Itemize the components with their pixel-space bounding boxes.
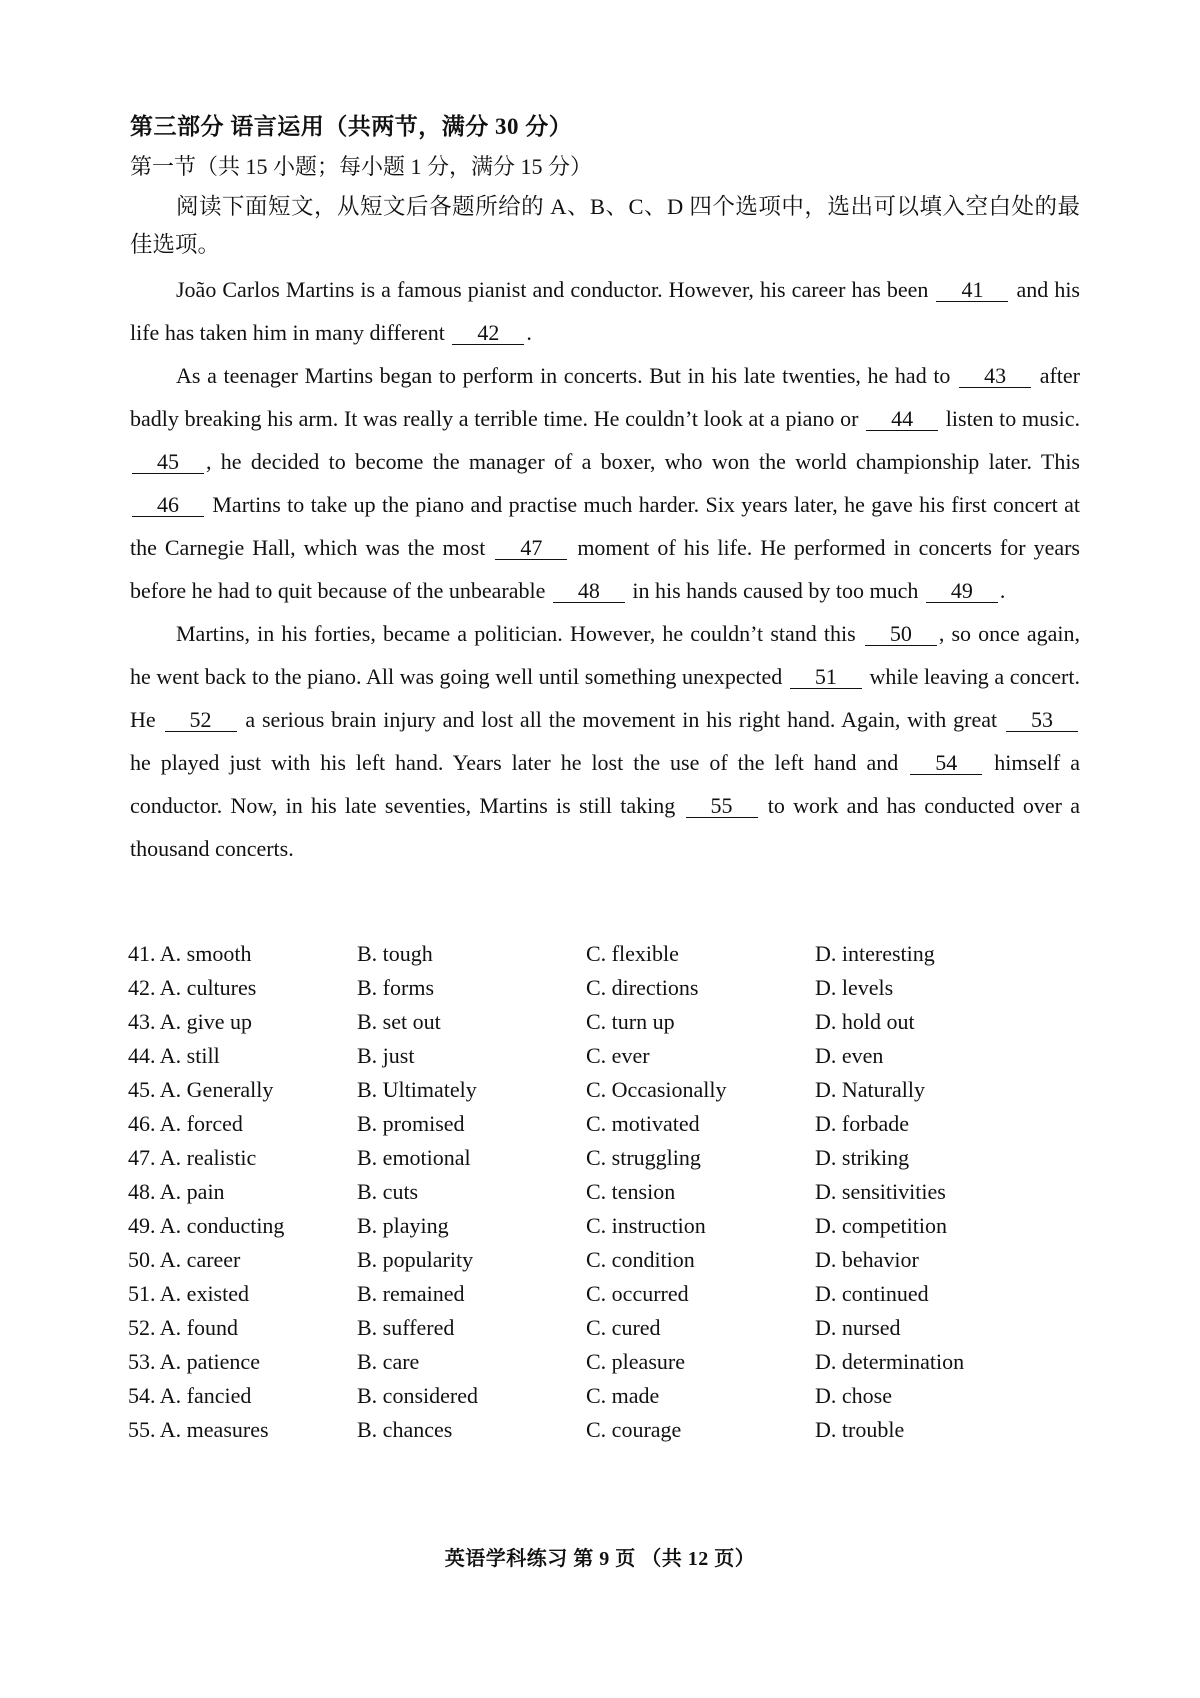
option-b: B. emotional <box>357 1145 471 1170</box>
blank-54: 54 <box>910 752 982 775</box>
cloze-passage <box>130 268 1080 870</box>
option-c: C. occurred <box>586 1281 689 1306</box>
option-row <box>128 937 1088 971</box>
blank-53: 53 <box>1006 709 1078 732</box>
option-c: C. directions <box>586 975 699 1000</box>
option-d: D. Naturally <box>815 1077 925 1102</box>
passage-text: . <box>526 320 532 345</box>
option-d: D. nursed <box>815 1315 901 1340</box>
option-row <box>128 1073 1088 1107</box>
option-a: 51. A. existed <box>128 1281 249 1306</box>
option-row <box>128 1175 1088 1209</box>
option-row <box>128 1311 1088 1345</box>
option-d: D. even <box>815 1043 884 1068</box>
passage-text: Martins, in his forties, became a politician. However, he couldn’t stand this <box>176 621 863 646</box>
passage-text: listen to music. <box>940 406 1080 431</box>
option-a: 50. A. career <box>128 1247 241 1272</box>
option-a: 41. A. smooth <box>128 941 252 966</box>
option-d: D. striking <box>815 1145 910 1170</box>
option-b: B. Ultimately <box>357 1077 477 1102</box>
option-row <box>128 1039 1088 1073</box>
option-c: C. tension <box>586 1179 676 1204</box>
part-title: 第三部分 语言运用（共两节，满分 30 分） <box>130 114 573 139</box>
passage-text: in his hands caused by too much <box>626 578 924 603</box>
option-c: C. motivated <box>586 1111 700 1136</box>
option-d: D. levels <box>815 975 894 1000</box>
option-b: B. considered <box>357 1383 478 1408</box>
option-d: D. determination <box>815 1349 965 1374</box>
blank-52: 52 <box>165 709 237 732</box>
answer-options <box>128 937 1088 1447</box>
option-row <box>128 1107 1088 1141</box>
option-a: 55. A. measures <box>128 1417 269 1442</box>
option-a: 52. A. found <box>128 1315 238 1340</box>
option-b: B. set out <box>357 1009 441 1034</box>
option-b: B. suffered <box>357 1315 455 1340</box>
section-title: 第一节（共 15 小题；每小题 1 分，满分 15 分） <box>130 154 593 179</box>
option-row <box>128 1277 1088 1311</box>
option-b: B. cuts <box>357 1179 419 1204</box>
option-b: B. playing <box>357 1213 449 1238</box>
passage-text: Martins to take up the piano and practise much harder. Six years later, he gave his first concert at the Carnegie Hall, which was the most <box>130 492 1080 560</box>
blank-43: 43 <box>959 365 1031 388</box>
passage-text: after badly breaking his arm. It was really a terrible time. He couldn’t look at a piano or <box>130 363 1081 431</box>
option-a: 48. A. pain <box>128 1179 225 1204</box>
blank-46: 46 <box>132 494 204 517</box>
blank-42: 42 <box>452 322 524 345</box>
option-b: B. tough <box>357 941 433 966</box>
blank-44: 44 <box>866 408 938 431</box>
passage-text: he played just with his left hand. Years later he lost the use of the left hand and <box>130 750 909 775</box>
option-b: B. just <box>357 1043 415 1068</box>
passage-paragraph-3 <box>130 612 1080 870</box>
option-row <box>128 1379 1088 1413</box>
option-d: D. trouble <box>815 1417 905 1442</box>
option-c: C. ever <box>586 1043 650 1068</box>
option-row <box>128 1141 1088 1175</box>
passage-text: , he decided to become the manager of a boxer, who won the world championship later. This <box>206 449 1080 474</box>
blank-48: 48 <box>553 580 625 603</box>
passage-paragraph-2 <box>130 354 1080 612</box>
option-a: 43. A. give up <box>128 1009 253 1034</box>
option-a: 46. A. forced <box>128 1111 243 1136</box>
option-c: C. courage <box>586 1417 682 1442</box>
option-d: D. interesting <box>815 941 935 966</box>
option-d: D. chose <box>815 1383 892 1408</box>
blank-49: 49 <box>926 580 998 603</box>
option-c: C. condition <box>586 1247 695 1272</box>
blank-41: 41 <box>936 279 1008 302</box>
passage-text: . <box>999 578 1006 603</box>
option-row <box>128 1243 1088 1277</box>
option-row <box>128 1209 1088 1243</box>
passage-text: a serious brain injury and lost all the movement in his right hand. Again, with great <box>238 707 1004 732</box>
passage-text: As a teenager Martins began to perform in concerts. But in his late twenties, he had to <box>176 363 958 388</box>
option-row <box>128 1005 1088 1039</box>
option-d: D. hold out <box>815 1009 915 1034</box>
instruction-text: 阅读下面短文，从短文后各题所给的 A、B、C、D 四个选项中，选出可以填入空白处的最佳选项。 <box>130 194 1080 257</box>
option-d: D. competition <box>815 1213 947 1238</box>
passage-text: to work and has conducted over a thousand concerts. <box>130 793 1080 861</box>
blank-45: 45 <box>132 451 204 474</box>
option-row <box>128 1345 1088 1379</box>
option-d: D. continued <box>815 1281 929 1306</box>
option-row <box>128 971 1088 1005</box>
option-c: C. struggling <box>586 1145 701 1170</box>
option-d: D. sensitivities <box>815 1179 946 1204</box>
option-c: C. turn up <box>586 1009 675 1034</box>
option-a: 45. A. Generally <box>128 1077 274 1102</box>
passage-text: himself a conductor. Now, in his late seventies, Martins is still taking <box>130 750 1080 818</box>
option-a: 49. A. conducting <box>128 1213 285 1238</box>
passage-text: , so once again, he went back to the piano. All was going well until something unexpected <box>130 621 1080 689</box>
option-a: 54. A. fancied <box>128 1383 252 1408</box>
passage-text: and his life has taken him in many different <box>130 277 1080 345</box>
option-c: C. cured <box>586 1315 661 1340</box>
option-a: 44. A. still <box>128 1043 220 1068</box>
blank-55: 55 <box>686 795 758 818</box>
option-a: 53. A. patience <box>128 1349 260 1374</box>
option-b: B. remained <box>357 1281 465 1306</box>
option-b: B. popularity <box>357 1247 474 1272</box>
option-b: B. promised <box>357 1111 465 1136</box>
blank-51: 51 <box>790 666 862 689</box>
blank-50: 50 <box>865 623 937 646</box>
option-b: B. chances <box>357 1417 453 1442</box>
option-c: C. made <box>586 1383 660 1408</box>
option-c: C. Occasionally <box>586 1077 727 1102</box>
option-b: B. forms <box>357 975 434 1000</box>
passage-text: moment of his life. He performed in concerts for years before he had to quit because of the unbearable <box>130 535 1080 603</box>
option-a: 42. A. cultures <box>128 975 257 1000</box>
page-footer: 英语学科练习 第 9 页 （共 12 页） <box>444 1548 756 1570</box>
option-c: C. instruction <box>586 1213 706 1238</box>
option-a: 47. A. realistic <box>128 1145 257 1170</box>
option-d: D. behavior <box>815 1247 919 1272</box>
passage-text: while leaving a concert. He <box>130 664 1080 732</box>
passage-paragraph-1 <box>130 268 1080 354</box>
passage-text: João Carlos Martins is a famous pianist and conductor. However, his career has been <box>176 277 935 302</box>
option-c: C. pleasure <box>586 1349 685 1374</box>
option-row <box>128 1413 1088 1447</box>
option-b: B. care <box>357 1349 420 1374</box>
blank-47: 47 <box>495 537 567 560</box>
option-c: C. flexible <box>586 941 679 966</box>
option-d: D. forbade <box>815 1111 910 1136</box>
